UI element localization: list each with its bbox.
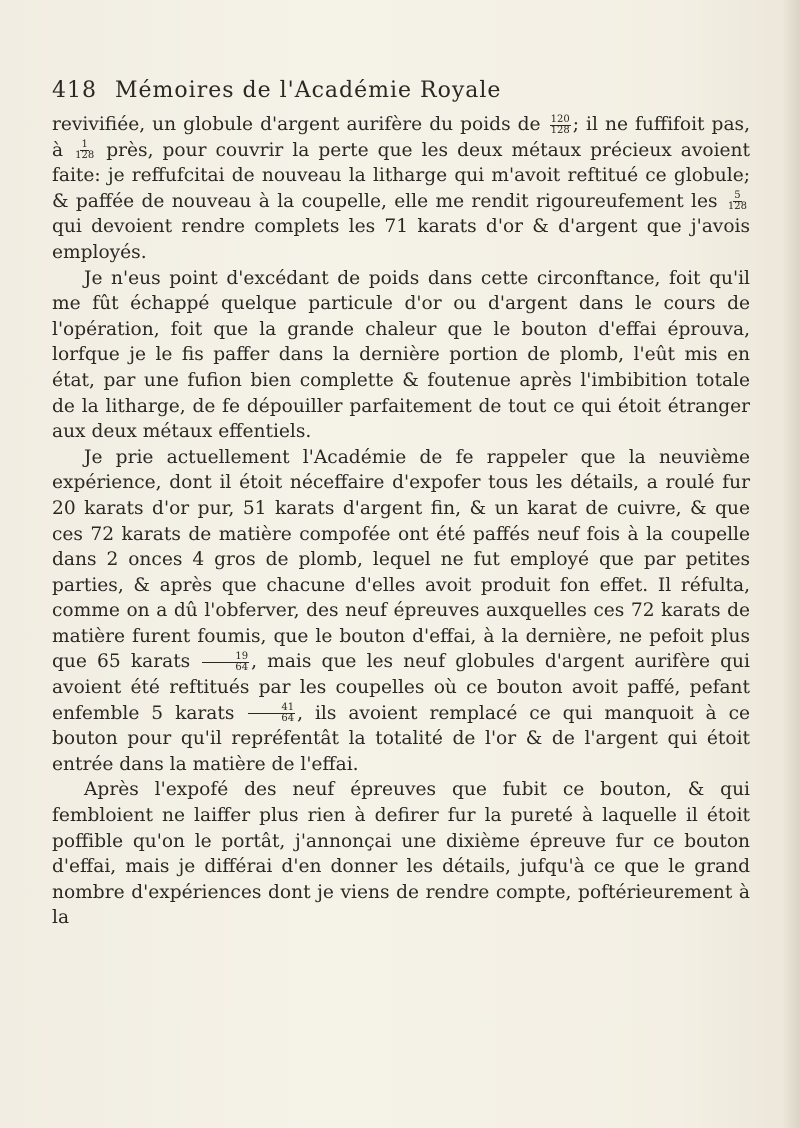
- fraction: [727, 191, 748, 212]
- paragraph: [52, 266, 750, 445]
- fraction: [74, 140, 95, 161]
- paragraph: [52, 445, 750, 778]
- fraction: [550, 115, 571, 136]
- text-run: , mais que les neuf globules d'argent aurifère qui avoient été reftitués par les coupelles où ce bouton avoit paffé, pefant enfemble 5 karats: [52, 651, 750, 724]
- fraction-numerator: 41: [248, 703, 295, 714]
- fraction-denominator: 128: [727, 201, 747, 213]
- fraction-numerator: 5: [734, 190, 741, 202]
- text-run: ; il ne fuffifoit pas, à: [52, 114, 750, 161]
- paragraph: [52, 112, 750, 266]
- page-edge-shadow: [782, 0, 800, 1128]
- body-text: [52, 112, 750, 931]
- text-run: Je prie actuellement l'Académie de fe rappeler que la neuvième expérience, dont il étoit néceffaire d'expofer tous les détails, a roulé fur 20 karats d'or pur, 51 karats d'argent fin, & un karat de cuivre, & que ces 72 karats de matière compofée ont été paffés neuf fois à la coupelle dans 2 onces 4 gros de plomb, lequel ne fut employé que par petites parties, & après que chacune d'elles avoit produit fon effet. Il réfulta, comme on a dû l'obferver, des neuf épreuves auxquelles ces 72 karats de matière furent foumis, que le bouton d'effai, à la dernière, ne pefoit plus que 65 karats: [52, 446, 750, 673]
- running-title: Mémoires de l'Académie Royale: [115, 78, 502, 103]
- fraction-denominator: 64: [235, 661, 249, 673]
- fraction-numerator: 1: [81, 139, 88, 151]
- running-header: [52, 78, 742, 103]
- text-run: près, pour couvrir la perte que les deux métaux précieux avoient faite: je reffufcitai de nouveau la litharge qui m'avoit reftitué ce globule; & paffée de nouveau à la coupelle, elle me rendit rigoureufement les: [52, 139, 750, 212]
- page-number: 418: [52, 78, 97, 103]
- fraction: [248, 703, 295, 724]
- fraction-denominator: 128: [550, 124, 570, 136]
- text-run: qui devoient rendre complets les 71 karats d'or & d'argent que j'avois employés.: [52, 216, 750, 263]
- paragraph: [52, 777, 750, 931]
- text-run: Après l'expofé des neuf épreuves que fubit ce bouton, & qui fembloient ne laiffer plus rien à defirer fur la pureté à laquelle il étoit poffible qu'on le portât, j'annonçai une dixième épreuve fur ce bouton d'effai, mais je différai d'en donner les détails, jufqu'à ce que le grand nombre d'expériences dont je viens de rendre compte, poftérieurement à la: [52, 779, 750, 929]
- fraction-denominator: 64: [281, 713, 295, 725]
- fraction-denominator: 128: [75, 150, 95, 162]
- fraction-numerator: 120: [550, 113, 570, 125]
- text-run: , ils avoient remplacé ce qui manquoit à ce bouton pour qu'il repréfentât la totalité de l'or & de l'argent qui étoit entrée dans la matière de l'effai.: [52, 702, 750, 775]
- text-run: Je n'eus point d'excédant de poids dans cette circonftance, foit qu'il me fût échappé quelque particule d'or ou d'argent dans le cours de l'opération, foit que la grande chaleur que le bouton d'effai éprouva, lorfque je le fis paffer dans la dernière portion de plomb, l'eût mis en état, par une fufion bien complette & foutenue après l'imbibition totale de la litharge, de fe dépouiller parfaitement de tout ce qui étoit étranger aux deux métaux effentiels.: [52, 267, 750, 443]
- text-run: revivifiée, un globule d'argent aurifère du poids de: [52, 114, 548, 135]
- fraction: [202, 652, 249, 673]
- fraction-numerator: 19: [202, 652, 249, 663]
